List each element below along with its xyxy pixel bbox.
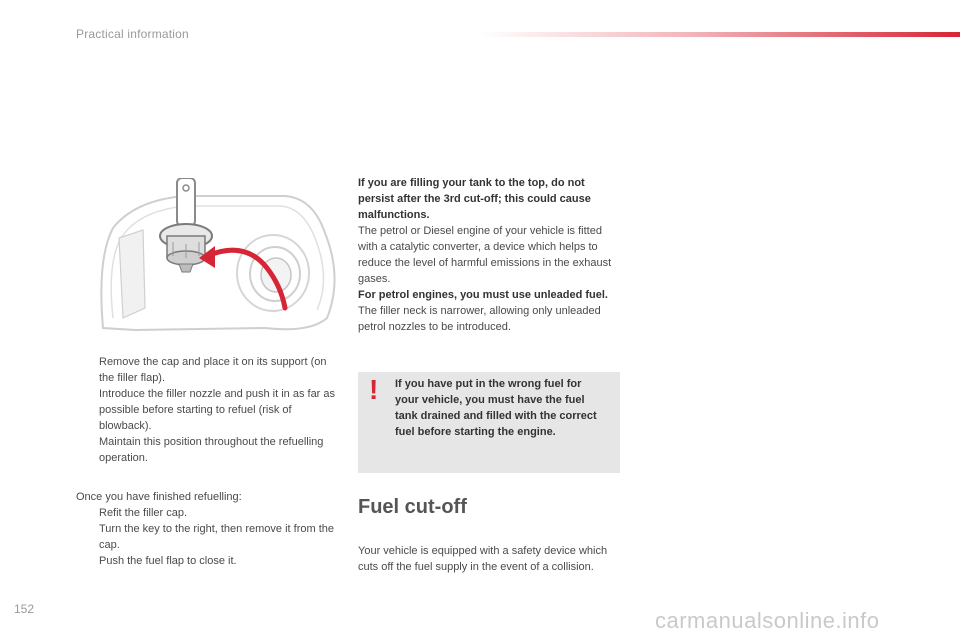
fuel-filler-illustration [95,178,350,333]
fuel-cutoff-text: Your vehicle is equipped with a safety device which cuts off the fuel supply in the event of a collision. [358,545,608,573]
list-item [76,505,342,521]
list-item [76,386,342,434]
header-accent-bar [480,32,960,37]
wrong-fuel-warning-text: If you have put in the wrong fuel for your vehicle, you must have the fuel tank drained and filled with the correct fuel before starting the engine. [395,378,597,438]
wrong-fuel-warning-box [358,372,620,473]
list-item [76,553,342,569]
list-item-text: Maintain this position throughout the refuelling operation. [99,436,324,464]
list-item-text: Introduce the filler nozzle and push it in as far as possible before starting to refuel (risk of blowback). [99,388,336,432]
list-item [76,521,342,553]
top-up-warning-text: If you are filling your tank to the top, do not persist after the 3rd cut-off; this could cause malfunctions. [358,177,591,221]
fuel-info-column [358,175,620,335]
list-item-text: Push the fuel flap to close it. [99,555,237,567]
unleaded-fuel-text: For petrol engines, you must use unleaded fuel. [358,289,608,301]
list-item-text: Refit the filler cap. [99,507,188,519]
list-item-text: Remove the cap and place it on its support (on the filler flap). [99,356,327,384]
fuel-cutoff-heading: Fuel cut-off [358,496,467,518]
list-item [76,434,342,466]
exclamation-icon: ! [369,374,379,405]
page-number: 152 [14,602,35,616]
filler-neck-text: The filler neck is narrower, allowing only unleaded petrol nozzles to be introduced. [358,305,601,333]
watermark: carmanualsonline.info [655,608,880,633]
page-header-title: Practical information [76,27,189,41]
list-item [76,354,342,386]
refuel-steps-list [76,354,342,466]
list-item-text: Turn the key to the right, then remove it from the cap. [99,523,334,551]
catalytic-converter-text: The petrol or Diesel engine of your vehicle is fitted with a catalytic converter, a device which helps to reduce the level of harmful emissions in the exhaust gases. [358,225,612,285]
after-refuel-list [76,489,342,569]
after-refuel-intro: Once you have finished refuelling: [76,491,242,503]
